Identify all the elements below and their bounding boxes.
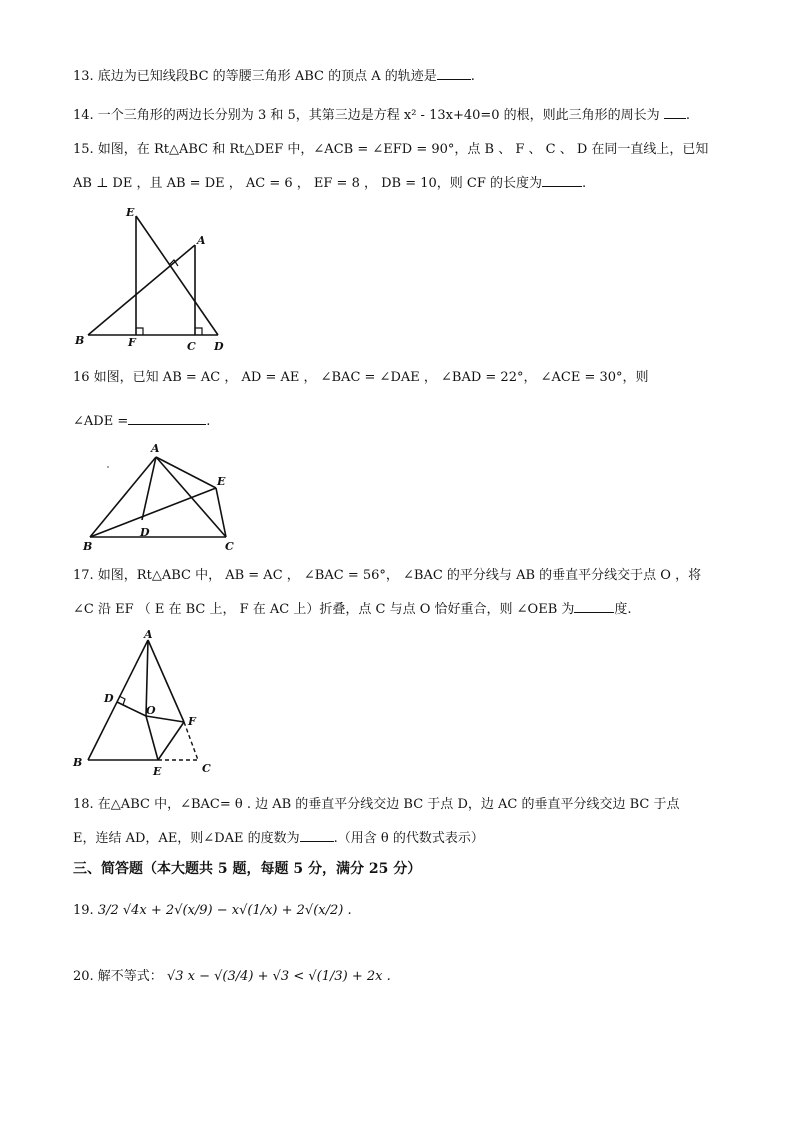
section-heading-3: 三、简答题（本大题共 5 题，每题 5 分，满分 25 分） — [73, 861, 422, 877]
question-18-line2 — [73, 828, 484, 848]
label-C: C — [225, 540, 234, 553]
answer-blank-18[interactable] — [300, 828, 334, 842]
answer-blank-17[interactable] — [574, 599, 614, 613]
question-16-line1: 16 如图，已知 AB = AC ， AD = AE ， ∠BAC = ∠DAE ， ∠BAD = 22°， ∠ACE = 30°，则 — [73, 370, 649, 385]
question-14 — [73, 105, 690, 125]
question-13 — [73, 66, 475, 86]
question-15-line1: 15. 如图，在 Rt△ABC 和 Rt△DEF 中，∠ACB = ∠EFD = 90°，点 B 、 F 、 C 、 D 在同一直线上，已知 — [73, 142, 709, 157]
label-B: B — [73, 756, 83, 769]
question-13-text: 13. 底边为已知线段BC 的等腰三角形 ABC 的顶点 A 的轨迹是 — [73, 69, 437, 84]
figure-17 — [70, 625, 230, 780]
question-16-text: ∠ADE = — [73, 414, 129, 429]
question-20-expression: √3 x − √(3/4) + √3 < √(1/3) + 2x . — [166, 969, 391, 984]
question-17-line1: 17. 如图，Rt△ABC 中， AB = AC ， ∠BAC = 56°， ∠BAC 的平分线与 AB 的垂直平分线交于点 O ，将 — [73, 568, 702, 583]
label-D: D — [104, 692, 114, 705]
question-15-text: AB ⊥ DE ，且 AB = DE ， AC = 6 ， EF = 8 ， DB = 10，则 CF 的长度为 — [73, 176, 543, 191]
label-D: D — [140, 526, 150, 539]
label-C: C — [187, 340, 196, 353]
question-15-end: . — [582, 176, 587, 191]
label-O: O — [146, 704, 156, 717]
label-C: C — [202, 762, 211, 775]
label-E: E — [153, 765, 162, 778]
question-19-expression: 3/2 √4x + 2√(x/9) − x√(1/x) + 2√(x/2) . — [97, 903, 352, 918]
question-18-end: .（用含 θ 的代数式表示） — [333, 831, 484, 846]
label-E: E — [217, 475, 226, 488]
figure-15 — [70, 200, 235, 355]
question-14-end: . — [685, 108, 690, 123]
question-16-end: . — [206, 414, 211, 429]
question-16-line2 — [73, 411, 210, 431]
label-A: A — [151, 442, 160, 455]
label-E: E — [126, 206, 135, 219]
question-18-line1: 18. 在△ABC 中，∠BAC= θ . 边 AB 的垂直平分线交边 BC 于点 D，边 AC 的垂直平分线交边 BC 于点 — [73, 797, 680, 812]
question-20-label: 20. 解不等式： — [73, 969, 163, 984]
question-20 — [73, 968, 391, 986]
question-13-end: . — [470, 69, 475, 84]
label-D: D — [214, 340, 224, 353]
answer-blank-15[interactable] — [542, 173, 582, 187]
question-15-line2 — [73, 173, 586, 193]
answer-blank-14[interactable] — [664, 105, 686, 119]
label-A: A — [197, 234, 206, 247]
question-14-text: 14. 一个三角形的两边长分别为 3 和 5，其第三边是方程 x² - 13x+40=0 的根，则此三角形的周长为 — [73, 108, 660, 123]
question-17-text: ∠C 沿 EF （ E 在 BC 上， F 在 AC 上）折叠，点 C 与点 O 恰好重合，则 ∠OEB 为 — [73, 602, 575, 617]
question-19 — [73, 902, 352, 920]
label-A: A — [144, 628, 153, 641]
answer-blank-16[interactable] — [128, 411, 206, 425]
question-19-label: 19. — [73, 903, 94, 918]
question-18-text: E，连结 AD，AE，则∠DAE 的度数为 — [73, 831, 300, 846]
question-17-line2 — [73, 599, 632, 619]
label-B: B — [75, 334, 85, 347]
label-F: F — [128, 336, 136, 349]
figure-16 — [78, 440, 248, 555]
answer-blank-13[interactable] — [437, 66, 471, 80]
question-17-end: 度. — [614, 602, 632, 617]
label-B: B — [83, 540, 93, 553]
label-F: F — [188, 715, 196, 728]
